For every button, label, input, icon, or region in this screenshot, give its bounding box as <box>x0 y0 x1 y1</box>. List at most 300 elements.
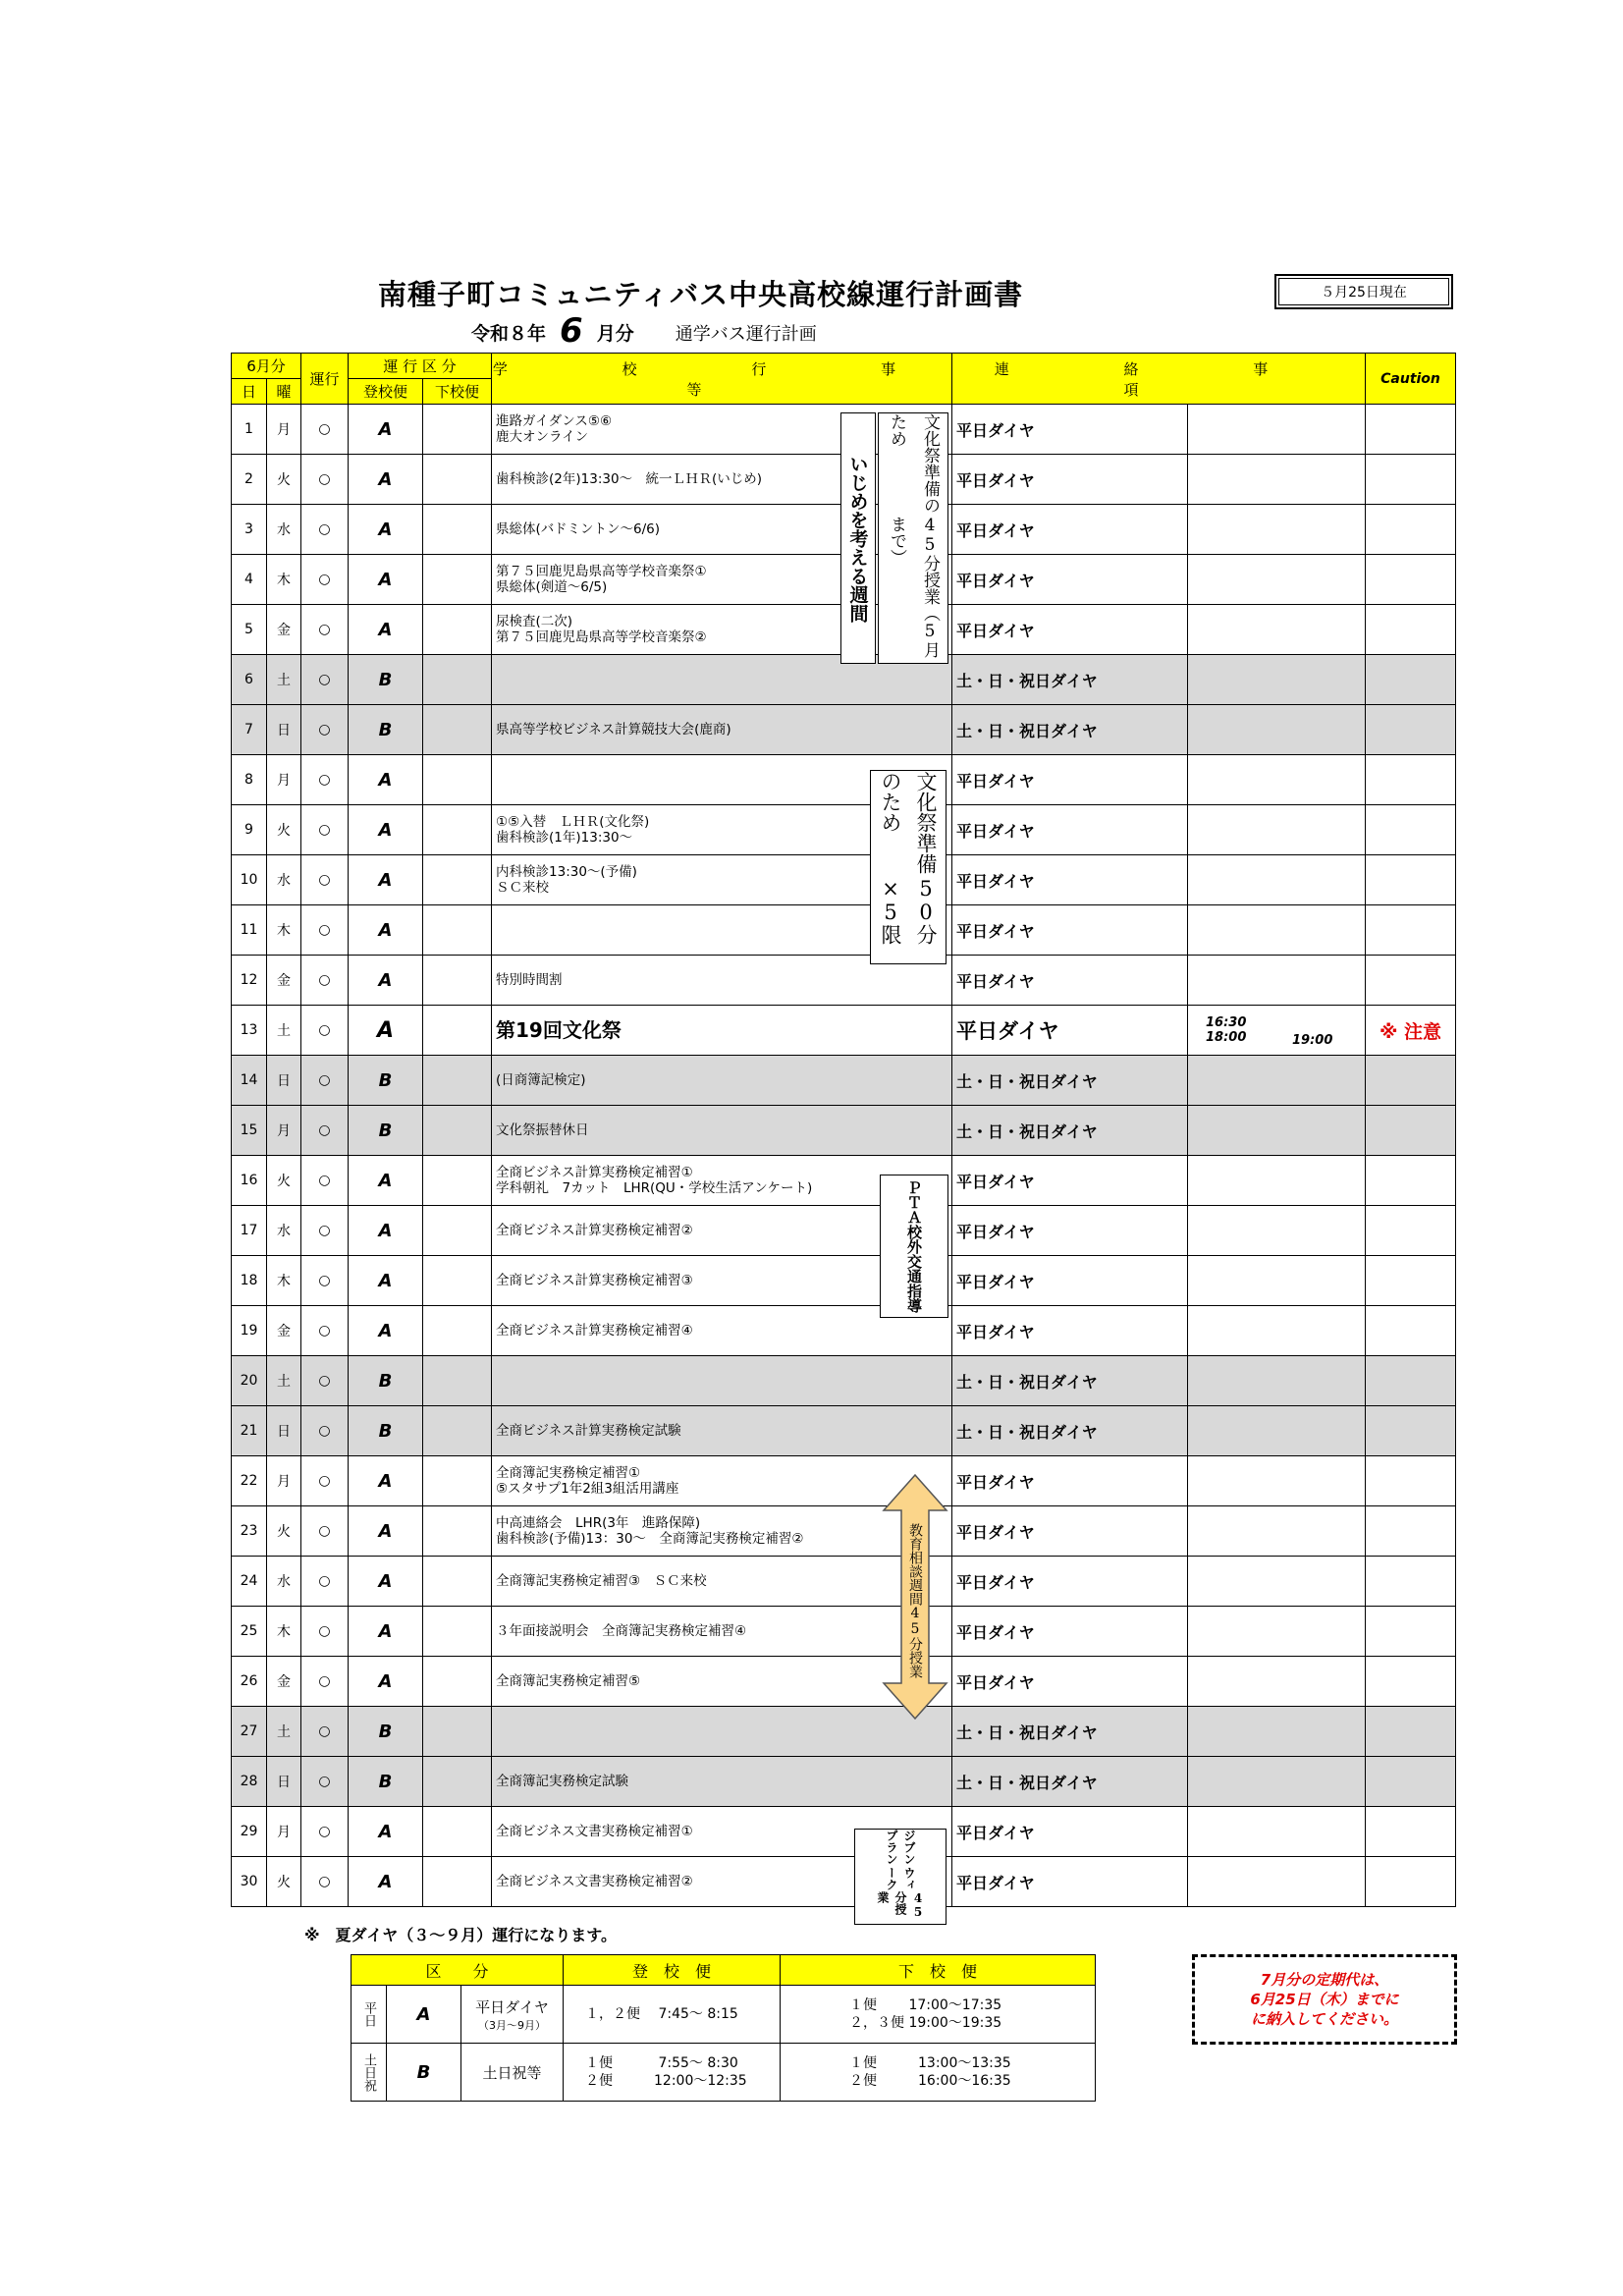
legend-label: 土日祝 <box>352 2044 387 2102</box>
class-from-school-cell <box>423 1256 492 1306</box>
diagram-cell: 平日ダイヤ <box>952 956 1188 1006</box>
header-weekday: 曜 <box>267 379 301 405</box>
table-row <box>232 755 1456 805</box>
note-cell <box>1188 1206 1366 1256</box>
diagram-cell: 平日ダイヤ <box>952 1857 1188 1907</box>
note-cell <box>1188 1156 1366 1206</box>
service-cell: ○ <box>301 1506 349 1557</box>
note-time-2: 18:00 <box>1206 1030 1247 1045</box>
event-line: 鹿大オンライン <box>496 429 589 445</box>
weekday-cell: 金 <box>267 956 301 1006</box>
legend-from-1: １便 13:00～13:35 <box>849 2055 1011 2071</box>
legend-header-to: 登 校 便 <box>564 1955 781 1986</box>
event-line: ＳＣ来校 <box>496 880 550 896</box>
diagram-cell: 平日ダイヤ <box>952 855 1188 905</box>
service-cell: ○ <box>301 1557 349 1607</box>
caution-cell <box>1366 655 1456 705</box>
day-cell: 5 <box>232 605 267 655</box>
caution-cell <box>1366 1406 1456 1456</box>
diagram-cell: 平日ダイヤ <box>952 505 1188 555</box>
event-line: 歯科検診(1年)13:30～ <box>496 830 633 846</box>
legend-to-1: １，２便 7:45～ 8:15 <box>585 2006 738 2022</box>
diagram-cell: 土・日・祝日ダイヤ <box>952 705 1188 755</box>
class-from-school-cell <box>423 1707 492 1757</box>
diagram-cell: 土・日・祝日ダイヤ <box>952 1707 1188 1757</box>
table-row <box>232 1356 1456 1406</box>
weekday-cell: 火 <box>267 1506 301 1557</box>
caution-cell <box>1366 1106 1456 1156</box>
class-to-school-cell: A <box>349 855 423 905</box>
class-to-school-cell: A <box>349 1206 423 1256</box>
class-from-school-cell <box>423 505 492 555</box>
class-to-school-cell: A <box>349 1156 423 1206</box>
note-cell <box>1188 1106 1366 1156</box>
day-cell: 10 <box>232 855 267 905</box>
day-cell: 30 <box>232 1857 267 1907</box>
diagram-cell: 平日ダイヤ <box>952 555 1188 605</box>
weekday-cell: 火 <box>267 455 301 505</box>
side-note-bunka-50min: 文化祭準備のため 50分×5限 <box>870 770 947 964</box>
legend-name-sub: （3月～9月） <box>478 2018 546 2032</box>
diagram-cell: 平日ダイヤ <box>952 1506 1188 1557</box>
day-cell: 16 <box>232 1156 267 1206</box>
event-cell <box>492 705 952 755</box>
header-events: 学 校 行 事 等 <box>492 354 952 405</box>
day-cell: 29 <box>232 1807 267 1857</box>
caution-cell <box>1366 1356 1456 1406</box>
weekday-cell: 土 <box>267 655 301 705</box>
caution-cell <box>1366 505 1456 555</box>
caution-cell <box>1366 405 1456 455</box>
service-cell: ○ <box>301 1156 349 1206</box>
note-cell <box>1188 1657 1366 1707</box>
legend-name <box>461 1986 564 2044</box>
class-from-school-cell <box>423 705 492 755</box>
note-cell <box>1188 1557 1366 1607</box>
table-row <box>232 1557 1456 1607</box>
day-cell: 12 <box>232 956 267 1006</box>
class-from-school-cell <box>423 1106 492 1156</box>
caution-cell <box>1366 1156 1456 1206</box>
weekday-cell: 火 <box>267 1857 301 1907</box>
event-line: 文化祭振替休日 <box>496 1122 589 1138</box>
diagram-cell: 平日ダイヤ <box>952 905 1188 956</box>
event-line: 全商簿記実務検定試験 <box>496 1774 629 1789</box>
service-cell: ○ <box>301 1106 349 1156</box>
legend-from <box>781 1986 1096 2044</box>
note-cell <box>1188 405 1366 455</box>
class-to-school-cell: B <box>349 655 423 705</box>
note-cell <box>1188 1406 1366 1456</box>
class-from-school-cell <box>423 1657 492 1707</box>
diagram-cell: 平日ダイヤ <box>952 1607 1188 1657</box>
day-cell: 18 <box>232 1256 267 1306</box>
event-line: ３年面接説明会 全商簿記実務検定補習④ <box>496 1623 747 1639</box>
legend-class: A <box>387 1986 461 2044</box>
table-row <box>232 1306 1456 1356</box>
legend-from-2: ２便 16:00～16:35 <box>849 2073 1011 2089</box>
legend-row <box>352 1986 1096 2044</box>
note-cell <box>1188 1506 1366 1557</box>
caution-cell <box>1366 805 1456 855</box>
weekday-cell: 土 <box>267 1707 301 1757</box>
caution-cell <box>1366 605 1456 655</box>
event-line: 全商簿記実務検定補習① <box>496 1465 641 1481</box>
legend-from <box>781 2044 1096 2102</box>
day-cell: 14 <box>232 1056 267 1106</box>
service-cell: ○ <box>301 555 349 605</box>
table-row <box>232 1206 1456 1256</box>
event-line: 全商ビジネス計算実務検定試験 <box>496 1423 681 1439</box>
caution-cell <box>1366 855 1456 905</box>
caution-cell <box>1366 1757 1456 1807</box>
diagram-cell: 平日ダイヤ <box>952 1156 1188 1206</box>
event-line: 全商ビジネス計算実務検定補習① <box>496 1165 693 1180</box>
class-to-school-cell: A <box>349 1306 423 1356</box>
weekday-cell: 火 <box>267 805 301 855</box>
legend-header-from: 下 校 便 <box>781 1955 1096 1986</box>
header-month: 6月分 <box>232 354 301 379</box>
caution-cell <box>1366 905 1456 956</box>
legend-name <box>461 2044 564 2102</box>
weekday-cell: 水 <box>267 855 301 905</box>
class-from-school-cell <box>423 1356 492 1406</box>
as-of-date: ５月25日現在 <box>1274 274 1453 309</box>
class-from-school-cell <box>423 1757 492 1807</box>
diagram-cell: 平日ダイヤ <box>952 1256 1188 1306</box>
diagram-cell: 平日ダイヤ <box>952 1206 1188 1256</box>
weekday-cell: 土 <box>267 1356 301 1406</box>
legend-from-1: １便 17:00～17:35 <box>849 1997 1002 2013</box>
caution-cell <box>1366 1807 1456 1857</box>
table-row <box>232 1607 1456 1657</box>
plan-type: 通学バス運行計画 <box>675 324 817 345</box>
header-from-school: 下校便 <box>423 379 492 405</box>
service-cell: ○ <box>301 1056 349 1106</box>
month-number: 6 <box>560 311 583 351</box>
summer-schedule-note: ※ 夏ダイヤ（３～９月）運行になります。 <box>304 1926 617 1944</box>
service-cell: ○ <box>301 805 349 855</box>
legend-to <box>564 1986 781 2044</box>
plan-subtitle <box>471 311 817 351</box>
event-cell <box>492 1006 952 1056</box>
class-to-school-cell: A <box>349 1256 423 1306</box>
note-cell <box>1188 855 1366 905</box>
side-note-kyoiku: 教育相談週間 45分授業 <box>907 1523 923 1678</box>
diagram-cell: 平日ダイヤ <box>952 1456 1188 1506</box>
side-note-jibun-plan: ジブンプラン ウィーク 45分授業 <box>854 1829 947 1925</box>
service-cell: ○ <box>301 1757 349 1807</box>
caution-cell <box>1366 1506 1456 1557</box>
service-cell: ○ <box>301 505 349 555</box>
caution-cell <box>1366 1256 1456 1306</box>
class-to-school-cell: A <box>349 905 423 956</box>
service-cell: ○ <box>301 1657 349 1707</box>
service-cell: ○ <box>301 755 349 805</box>
legend-to <box>564 2044 781 2102</box>
class-to-school-cell: A <box>349 1456 423 1506</box>
class-from-school-cell <box>423 1006 492 1056</box>
caution-cell <box>1366 1657 1456 1707</box>
day-cell: 21 <box>232 1406 267 1456</box>
class-from-school-cell <box>423 805 492 855</box>
event-line: ⑤スタサプ1年2組3組活用講座 <box>496 1481 679 1497</box>
diagram-cell: 土・日・祝日ダイヤ <box>952 1356 1188 1406</box>
note-cell <box>1188 1807 1366 1857</box>
class-to-school-cell: B <box>349 1757 423 1807</box>
legend-name-main: 土日祝等 <box>482 2063 542 2082</box>
class-from-school-cell <box>423 905 492 956</box>
note-cell <box>1188 1707 1366 1757</box>
note-cell <box>1188 956 1366 1006</box>
table-row <box>232 1056 1456 1106</box>
table-row <box>232 1707 1456 1757</box>
note-cell <box>1188 1056 1366 1106</box>
service-cell: ○ <box>301 605 349 655</box>
class-from-school-cell <box>423 1056 492 1106</box>
caution-cell <box>1366 705 1456 755</box>
era-label: 令和８年 <box>471 323 547 345</box>
event-line: 県総体(剣道～6/5) <box>496 579 608 595</box>
page-title: 南種子町コミュニティバス中央高校線運行計画書 <box>378 278 1024 311</box>
table-row <box>232 1857 1456 1907</box>
note-cell <box>1188 455 1366 505</box>
caution-cell <box>1366 1206 1456 1256</box>
service-cell: ○ <box>301 1006 349 1056</box>
day-cell: 27 <box>232 1707 267 1757</box>
event-line: 全商ビジネス計算実務検定補習④ <box>496 1323 693 1339</box>
class-from-school-cell <box>423 1406 492 1456</box>
legend-label: 平日 <box>352 1986 387 2044</box>
event-cell <box>492 1356 952 1406</box>
class-to-school-cell: B <box>349 1106 423 1156</box>
class-to-school-cell: A <box>349 805 423 855</box>
diagram-cell: 平日ダイヤ <box>952 1807 1188 1857</box>
note-cell <box>1188 1256 1366 1306</box>
class-to-school-cell: A <box>349 1857 423 1907</box>
event-cell <box>492 1406 952 1456</box>
event-line: 県総体(バドミントン～6/6) <box>496 521 661 537</box>
day-cell: 11 <box>232 905 267 956</box>
weekday-cell: 水 <box>267 1206 301 1256</box>
caution-cell <box>1366 555 1456 605</box>
table-row <box>232 1006 1456 1056</box>
event-line: 全商ビジネス計算実務検定補習③ <box>496 1273 693 1288</box>
note-time-1: 16:30 <box>1206 1015 1247 1030</box>
class-to-school-cell: A <box>349 1807 423 1857</box>
note-cell <box>1188 905 1366 956</box>
weekday-cell: 金 <box>267 1657 301 1707</box>
table-row <box>232 1456 1456 1506</box>
event-line: 学科朝礼 7カット LHR(QU・学校生活アンケート) <box>496 1180 813 1196</box>
day-cell: 15 <box>232 1106 267 1156</box>
weekday-cell: 月 <box>267 1456 301 1506</box>
caution-cell <box>1366 1056 1456 1106</box>
table-row <box>232 905 1456 956</box>
table-row <box>232 1757 1456 1807</box>
note-time-3: 19:00 <box>1292 1033 1333 1048</box>
weekday-cell: 月 <box>267 1106 301 1156</box>
weekday-cell: 木 <box>267 555 301 605</box>
diagram-cell: 平日ダイヤ <box>952 1006 1188 1056</box>
caution-cell <box>1366 1707 1456 1757</box>
weekday-cell: 月 <box>267 755 301 805</box>
day-cell: 9 <box>232 805 267 855</box>
class-to-school-cell: A <box>349 605 423 655</box>
class-to-school-cell: A <box>349 1006 423 1056</box>
class-from-school-cell <box>423 1557 492 1607</box>
event-line: 中高連絡会 LHR(3年 進路保障) <box>496 1515 701 1531</box>
legend-to-2: ２便 12:00～12:35 <box>585 2073 747 2089</box>
service-cell: ○ <box>301 1807 349 1857</box>
class-from-school-cell <box>423 1156 492 1206</box>
legend-table <box>351 1954 1096 2102</box>
note-cell <box>1188 605 1366 655</box>
diagram-cell: 土・日・祝日ダイヤ <box>952 1106 1188 1156</box>
service-cell: ○ <box>301 1306 349 1356</box>
note-cell <box>1188 1607 1366 1657</box>
table-row <box>232 705 1456 755</box>
note-cell <box>1188 1006 1366 1056</box>
class-from-school-cell <box>423 1807 492 1857</box>
diagram-cell: 平日ダイヤ <box>952 605 1188 655</box>
class-from-school-cell <box>423 655 492 705</box>
diagram-cell: 平日ダイヤ <box>952 1657 1188 1707</box>
day-cell: 24 <box>232 1557 267 1607</box>
header-caution: Caution <box>1366 354 1456 405</box>
weekday-cell: 火 <box>267 1156 301 1206</box>
day-cell: 6 <box>232 655 267 705</box>
class-to-school-cell: B <box>349 1707 423 1757</box>
event-line: 第19回文化祭 <box>496 1018 622 1042</box>
weekday-cell: 木 <box>267 1256 301 1306</box>
class-to-school-cell: A <box>349 1506 423 1557</box>
class-to-school-cell: A <box>349 1657 423 1707</box>
day-cell: 23 <box>232 1506 267 1557</box>
event-cell <box>492 1056 952 1106</box>
diagram-cell: 平日ダイヤ <box>952 1306 1188 1356</box>
day-cell: 28 <box>232 1757 267 1807</box>
caution-cell: ※ 注意 <box>1366 1006 1456 1056</box>
day-cell: 8 <box>232 755 267 805</box>
caution-cell <box>1366 1857 1456 1907</box>
service-cell: ○ <box>301 1406 349 1456</box>
class-to-school-cell: B <box>349 705 423 755</box>
day-cell: 20 <box>232 1356 267 1406</box>
legend-name-main: 平日ダイヤ <box>475 1997 549 2016</box>
class-to-school-cell: A <box>349 755 423 805</box>
event-line: (日商簿記検定) <box>496 1072 586 1088</box>
table-row <box>232 1406 1456 1456</box>
service-cell: ○ <box>301 855 349 905</box>
day-cell: 13 <box>232 1006 267 1056</box>
note-cell <box>1188 555 1366 605</box>
weekday-cell: 日 <box>267 1757 301 1807</box>
class-from-school-cell <box>423 755 492 805</box>
month-suffix: 月分 <box>596 323 634 345</box>
weekday-cell: 水 <box>267 1557 301 1607</box>
service-cell: ○ <box>301 1707 349 1757</box>
class-from-school-cell <box>423 1857 492 1907</box>
table-row <box>232 1807 1456 1857</box>
class-to-school-cell: B <box>349 1406 423 1456</box>
event-line: 第７５回鹿児島県高等学校音楽祭① <box>496 564 707 579</box>
event-line: 歯科検診(2年)13:30～ 統一ＬＨＲ(いじめ) <box>496 471 763 487</box>
diagram-cell: 平日ダイヤ <box>952 1557 1188 1607</box>
service-cell: ○ <box>301 655 349 705</box>
event-line: 尿検査(二次) <box>496 614 573 629</box>
diagram-cell: 平日ダイヤ <box>952 755 1188 805</box>
service-cell: ○ <box>301 405 349 455</box>
service-cell: ○ <box>301 1607 349 1657</box>
class-from-school-cell <box>423 405 492 455</box>
legend-from-2: ２，３便 19:00～19:35 <box>849 2015 1002 2031</box>
side-note-pta: ＰＴＡ校外交 通指導 <box>880 1175 948 1318</box>
service-cell: ○ <box>301 1206 349 1256</box>
note-cell <box>1188 655 1366 705</box>
diagram-cell: 土・日・祝日ダイヤ <box>952 1056 1188 1106</box>
note-cell <box>1188 1456 1366 1506</box>
class-to-school-cell: B <box>349 1356 423 1406</box>
event-line: 第７５回鹿児島県高等学校音楽祭② <box>496 629 707 645</box>
caution-cell <box>1366 1456 1456 1506</box>
weekday-cell: 金 <box>267 605 301 655</box>
table-row <box>232 956 1456 1006</box>
day-cell: 2 <box>232 455 267 505</box>
class-from-school-cell <box>423 455 492 505</box>
legend-to-1: １便 7:55～ 8:30 <box>585 2055 738 2071</box>
event-line: 進路ガイダンス⑤⑥ <box>496 413 613 429</box>
day-cell: 17 <box>232 1206 267 1256</box>
weekday-cell: 金 <box>267 1306 301 1356</box>
class-from-school-cell <box>423 1306 492 1356</box>
diagram-cell: 平日ダイヤ <box>952 455 1188 505</box>
class-to-school-cell: A <box>349 405 423 455</box>
event-line: 全商簿記実務検定補習③ ＳＣ来校 <box>496 1573 707 1589</box>
diagram-cell: 土・日・祝日ダイヤ <box>952 655 1188 705</box>
fare-reminder: 7月分の定期代は、 6月25日（木）までに に納入してください。 <box>1192 1954 1457 2045</box>
service-cell: ○ <box>301 905 349 956</box>
day-cell: 3 <box>232 505 267 555</box>
class-from-school-cell <box>423 555 492 605</box>
diagram-cell: 土・日・祝日ダイヤ <box>952 1757 1188 1807</box>
class-to-school-cell: B <box>349 1056 423 1106</box>
caution-cell <box>1366 1306 1456 1356</box>
service-cell: ○ <box>301 956 349 1006</box>
event-line: 県高等学校ビジネス計算競技大会(鹿商) <box>496 722 731 738</box>
table-row <box>232 1506 1456 1557</box>
day-cell: 7 <box>232 705 267 755</box>
note-cell <box>1188 1857 1366 1907</box>
event-line: 全商ビジネス計算実務検定補習② <box>496 1223 693 1238</box>
header-notes: 連 絡 事 項 <box>952 354 1366 405</box>
day-cell: 1 <box>232 405 267 455</box>
header-service: 運行 <box>301 354 349 405</box>
event-cell <box>492 1757 952 1807</box>
class-from-school-cell <box>423 1456 492 1506</box>
note-cell <box>1188 755 1366 805</box>
event-line: 全商ビジネス文書実務検定補習② <box>496 1874 693 1889</box>
legend-class: B <box>387 2044 461 2102</box>
service-cell: ○ <box>301 1857 349 1907</box>
class-to-school-cell: A <box>349 1557 423 1607</box>
table-row <box>232 1106 1456 1156</box>
class-from-school-cell <box>423 956 492 1006</box>
weekday-cell: 木 <box>267 1607 301 1657</box>
day-cell: 26 <box>232 1657 267 1707</box>
event-line: 全商簿記実務検定補習⑤ <box>496 1673 641 1689</box>
weekday-cell: 月 <box>267 1807 301 1857</box>
